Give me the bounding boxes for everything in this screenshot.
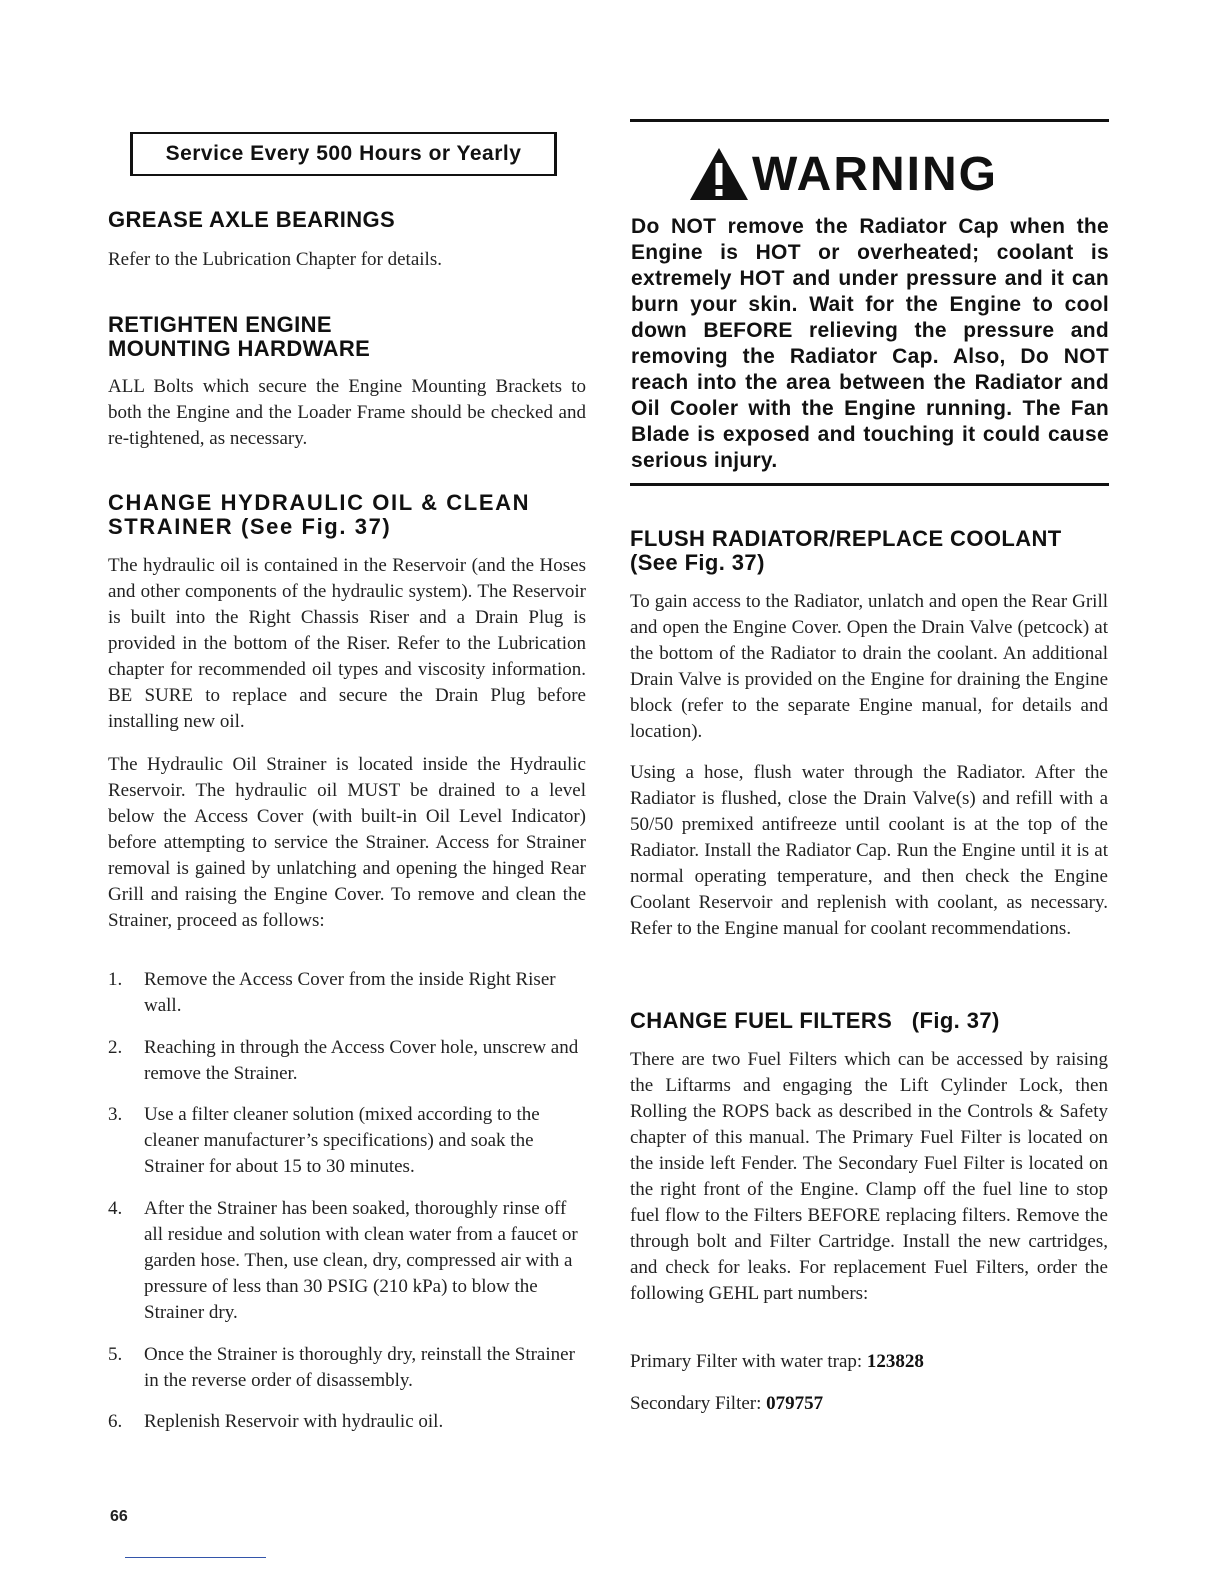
step-text: Once the Strainer is thoroughly dry, reinstall the Strainer in the reverse order of disassembly. bbox=[144, 1344, 575, 1391]
flush-radiator-para-1: To gain access to the Radiator, unlatch and open the Rear Grill and open the Engine Cover. Open the Drain Valve (petcock) at the bottom of the Radiator to drain the coolant. An additional Drain Valve is provided on the Engine for draining the Engine block (refer to the separate Engine manual, for details and location). bbox=[630, 591, 1108, 742]
retighten-engine-body: ALL Bolts which secure the Engine Mounting Brackets to both the Engine and the Loader Frame should be checked and re-tightened, as necessary. bbox=[108, 376, 586, 449]
step-number: 4. bbox=[108, 1198, 123, 1219]
heading-change-hydraulic-oil bbox=[108, 491, 586, 539]
warning-top-rule bbox=[630, 119, 1109, 122]
heading-change-fuel-filters: CHANGE FUEL FILTERS (Fig. 37) bbox=[630, 1008, 1000, 1033]
secondary-filter-part-number: 079757 bbox=[766, 1393, 824, 1414]
step-number: 3. bbox=[108, 1104, 123, 1125]
hydraulic-oil-para-2: The Hydraulic Oil Strainer is located inside the Hydraulic Reservoir. The hydraulic oil MUST be drained to a level below the Access Cover (with built-in Oil Level Indicator) before attempting to service the Strainer. Access for Strainer removal is gained by unlatching and opening the hinged Rear Grill and raising the Engine Cover. To remove and clean the Strainer, proceed as follows: bbox=[108, 754, 586, 931]
heading-line: (See Fig. 37) bbox=[630, 550, 765, 575]
warning-text: Do NOT remove the Radiator Cap when the Engine is HOT or overheated; coolant is extremely HOT and under pressure and it can burn your skin. Wait for the Engine to cool down BEFORE relieving the pressure and removing the Radiator Cap. Also, Do NOT reach into the area between the Radiator and Oil Cooler with the Engine running. The Fan Blade is exposed and touching it could cause serious injury. bbox=[631, 215, 1109, 472]
heading-retighten-engine bbox=[108, 313, 370, 361]
heading-line: MOUNTING HARDWARE bbox=[108, 336, 371, 361]
warning-bottom-rule bbox=[630, 483, 1109, 486]
fuel-filters-body: There are two Fuel Filters which can be accessed by raising the Liftarms and engaging the Lift Cylinder Lock, then Rolling the ROPS back as described in the Controls & Safety chapter of this manual. The Primary Fuel Filter is located on the inside left Fender. The Secondary Fuel Filter is located on the right front of the Engine. Clamp off the fuel line to stop fuel flow to the Filters BEFORE replacing filters. Remove the through bolt and Filter Cartridge. Install the new cartridges, and check for leaks. For replacement Fuel Filters, order the following GEHL part numbers: bbox=[630, 1049, 1108, 1304]
secondary-filter-line bbox=[630, 1391, 823, 1417]
step-text: After the Strainer has been soaked, thoroughly rinse off all residue and solution with clean water from a faucet or garden hose. Then, use clean, dry, compressed air with a pressure of less than 30 PSIG (210 kPa) to blow the Strainer dry. bbox=[144, 1198, 578, 1323]
step-number: 2. bbox=[108, 1037, 123, 1058]
service-interval-box bbox=[130, 132, 557, 176]
heading-line: FLUSH RADIATOR/REPLACE COOLANT bbox=[630, 526, 1062, 551]
step-text: Remove the Access Cover from the inside Right Riser wall. bbox=[144, 969, 556, 1016]
step-number: 1. bbox=[108, 969, 123, 990]
primary-filter-line bbox=[630, 1349, 924, 1375]
heading-grease-axle-bearings: GREASE AXLE BEARINGS bbox=[108, 207, 396, 232]
heading-flush-radiator bbox=[630, 527, 1110, 575]
warning-title-text: WARNING bbox=[752, 147, 998, 201]
heading-line: CHANGE HYDRAULIC OIL & CLEAN bbox=[108, 490, 531, 515]
step-number: 5. bbox=[108, 1344, 123, 1365]
primary-filter-label: Primary Filter with water trap: bbox=[630, 1351, 863, 1372]
heading-line: STRAINER (See Fig. 37) bbox=[108, 514, 392, 539]
step-number: 6. bbox=[108, 1411, 123, 1432]
grease-axle-body: Refer to the Lubrication Chapter for details. bbox=[108, 249, 442, 270]
step-text: Replenish Reservoir with hydraulic oil. bbox=[144, 1411, 444, 1432]
heading-line: RETIGHTEN ENGINE bbox=[108, 312, 332, 337]
page-number: 66 bbox=[110, 1508, 128, 1525]
secondary-filter-label: Secondary Filter: bbox=[630, 1393, 762, 1414]
footer-divider bbox=[125, 1557, 266, 1558]
step-text: Reaching in through the Access Cover hole, unscrew and remove the Strainer. bbox=[144, 1037, 579, 1084]
service-interval-label: Service Every 500 Hours or Yearly bbox=[165, 142, 522, 165]
hydraulic-oil-para-1: The hydraulic oil is contained in the Reservoir (and the Hoses and other components of the hydraulic system). The Reservoir is built into the Right Chassis Riser and a Drain Plug is provided in the bottom of the Riser. Refer to the Lubrication chapter for recommended oil types and viscosity information. BE SURE to replace and secure the Drain Plug before installing new oil. bbox=[108, 555, 586, 732]
warning-triangle-icon bbox=[688, 146, 750, 202]
step-text: Use a filter cleaner solution (mixed according to the cleaner manufacturer’s specifications) and soak the Strainer for about 15 to 30 minutes. bbox=[144, 1104, 540, 1177]
primary-filter-part-number: 123828 bbox=[866, 1351, 924, 1372]
warning-title bbox=[688, 143, 998, 205]
flush-radiator-para-2: Using a hose, flush water through the Radiator. After the Radiator is flushed, close the Drain Valve(s) and refill with a 50/50 premixed antifreeze until coolant is at the top of the Radiator. Install the Radiator Cap. Run the Engine until it is at normal operating temperature, and then check the Engine Coolant Reservoir and replenish with coolant, as necessary. Refer to the Engine manual for coolant recommendations. bbox=[630, 762, 1108, 939]
